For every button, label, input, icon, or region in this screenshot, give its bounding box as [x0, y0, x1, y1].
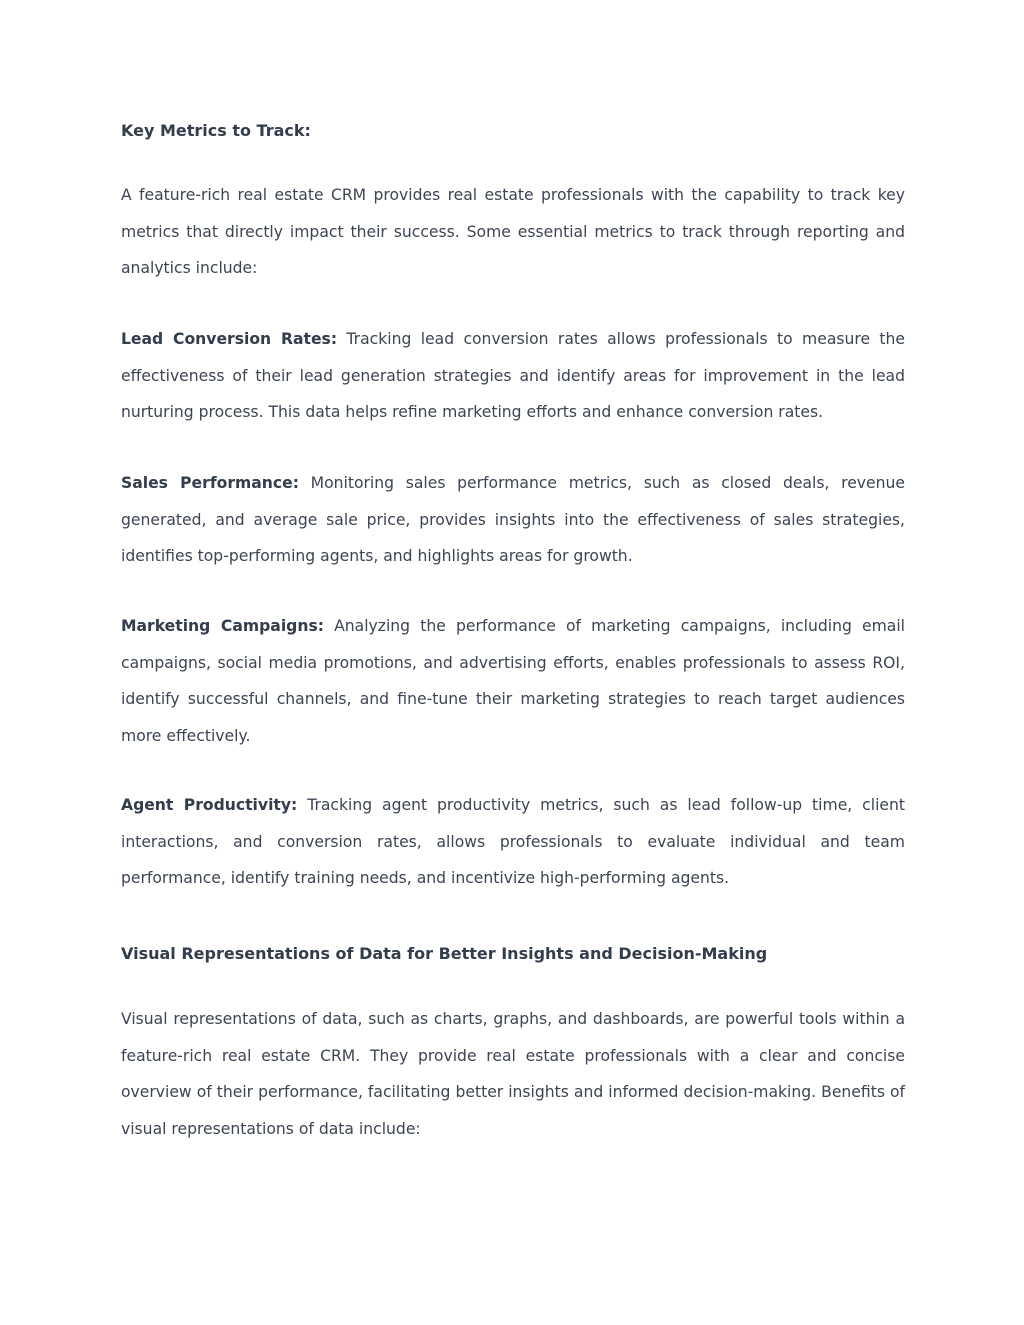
metric-text: Tracking agent productivity metrics, such as lead follow-up time, client interactions, and conversion rates, allows professionals to evaluate individual and team performance, identify training needs, and incentivize high-performing agents.: [121, 796, 906, 887]
metric-text: Monitoring sales performance metrics, such as closed deals, revenue generated, and average sale price, provides insights into the effectiveness of sales strategies, identifies top-performing agents, and highlights areas for growth.: [121, 474, 905, 565]
metric-paragraph-sales-performance: [121, 465, 905, 575]
metric-label: Sales Performance:: [121, 474, 299, 492]
intro-paragraph: [121, 177, 905, 287]
metric-text: Tracking lead conversion rates allows professionals to measure the effectiveness of their lead generation strategies and identify areas for improvement in the lead nurturing process. This data helps refine marketing efforts and enhance conversion rates.: [121, 330, 906, 421]
section-heading-key-metrics: Key Metrics to Track:: [121, 121, 311, 140]
metric-paragraph-marketing-campaigns: [121, 608, 905, 754]
metric-paragraph-lead-conversion: [121, 321, 905, 431]
intro-text: A feature-rich real estate CRM provides real estate professionals with the capability to track key metrics that directly impact their success. Some essential metrics to track through reporting and analytics include:: [121, 186, 905, 277]
metric-text: Analyzing the performance of marketing campaigns, including email campaigns, social media promotions, and advertising efforts, enables professionals to assess ROI, identify successful channels, and fine-tune their marketing strategies to reach target audiences more effectively.: [121, 617, 905, 745]
metric-label: Agent Productivity:: [121, 796, 298, 814]
visual-intro-text: Visual representations of data, such as charts, graphs, and dashboards, are powerful tools within a feature-rich real estate CRM. They provide real estate professionals with a clear and concise overview of their performance, facilitating better insights and informed decision-making. Benefits of visual representations of data include:: [121, 1010, 905, 1138]
metric-label: Marketing Campaigns:: [121, 617, 324, 635]
section-heading-visual-representations: Visual Representations of Data for Better Insights and Decision-Making: [121, 944, 768, 963]
visual-intro-paragraph: [121, 1001, 905, 1147]
metric-label: Lead Conversion Rates:: [121, 330, 338, 348]
metric-paragraph-agent-productivity: [121, 787, 905, 897]
